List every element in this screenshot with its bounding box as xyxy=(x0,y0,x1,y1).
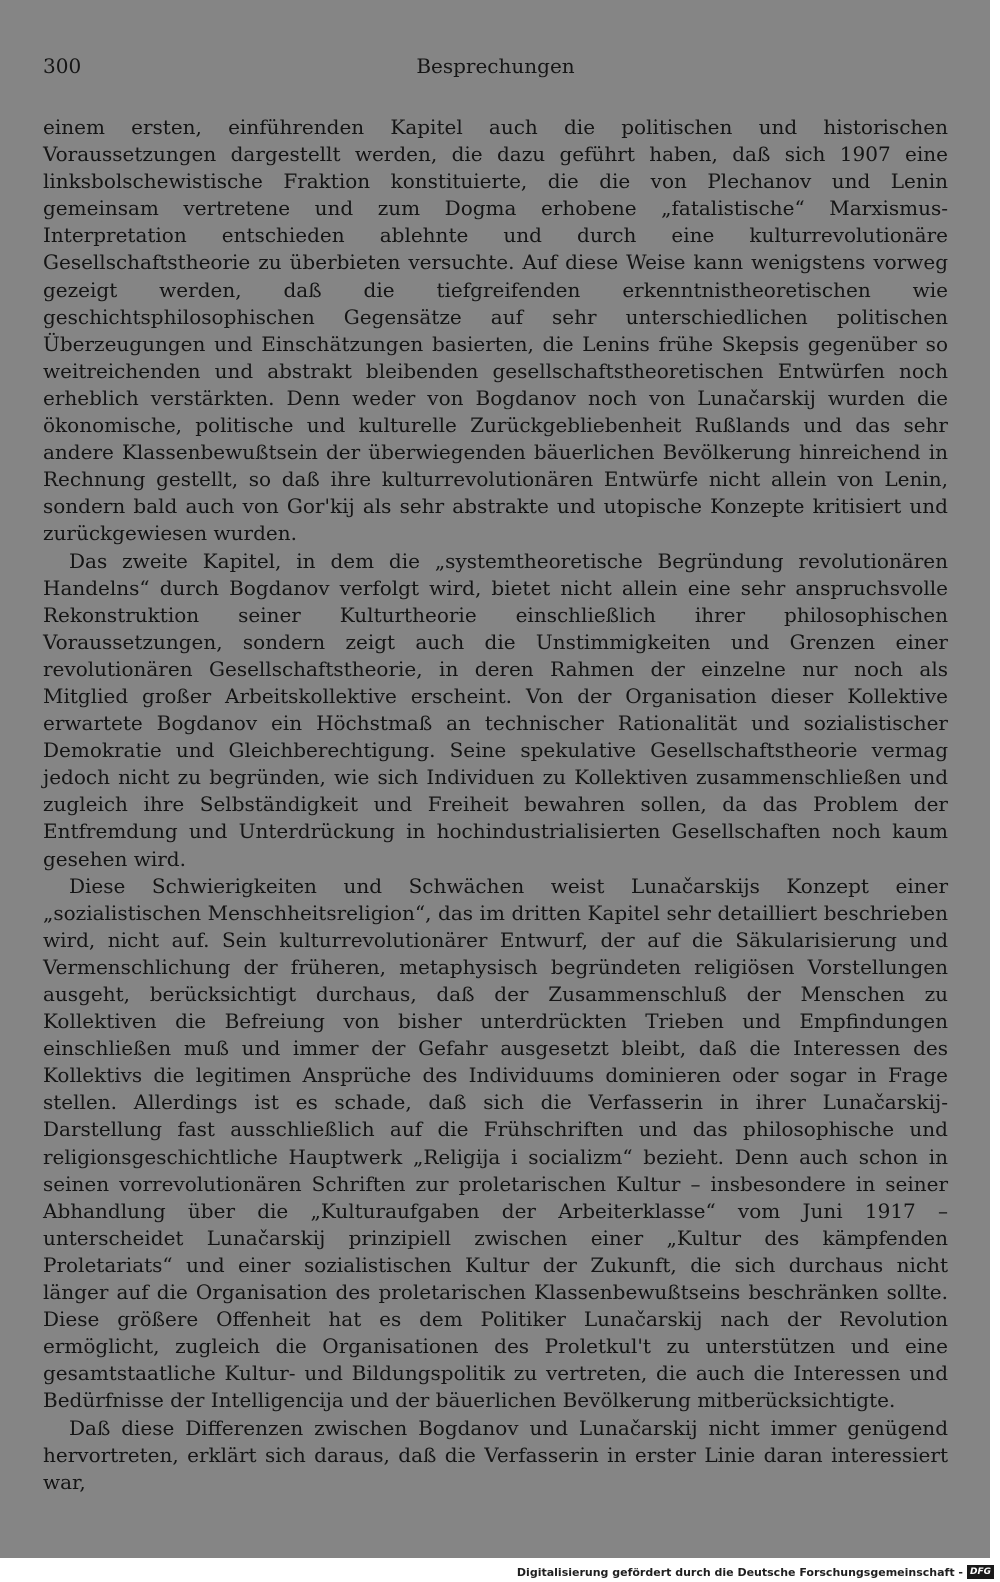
credit-text: Digitalisierung gefördert durch die Deutsche Forschungsgemeinschaft - xyxy=(516,1565,963,1579)
paragraph-4: Daß diese Differenzen zwischen Bogdanov und Lunačarskij nicht immer genügend hervortreten, erklärt sich daraus, daß die Verfasserin in erster Linie daran interessiert war, xyxy=(43,1415,948,1494)
page-header xyxy=(43,54,948,84)
dfg-logo: DFG xyxy=(967,1565,994,1579)
paragraph-3: Diese Schwierigkeiten und Schwächen weist Lunačarskijs Konzept einer „sozialistischen Menschheitsreligion“, das im dritten Kapitel sehr detailliert beschrieben wird, nicht auf. Sein kulturrevolutionärer Entwurf, der auf die Säkularisierung und Vermenschlichung der früheren, metaphysisch begründeten religiösen Vorstellungen ausgeht, berücksichtigt durchaus, daß der Zusammenschluß der Menschen zu Kollektiven die Befreiung von bisher unterdrückten Trieben und Empfindungen einschließen muß und immer der Gefahr ausgesetzt bleibt, daß die Interessen des Kollektivs die legitimen Ansprüche des Individuums dominieren oder sogar in Frage stellen. Allerdings ist es schade, daß sich die Verfasserin in ihrer Lunačarskij-Darstellung fast ausschließlich auf die Frühschriften und das philosophische und religionsgeschichtliche Hauptwerk „Religija i socializm“ bezieht. Denn auch schon in seinen vorrevolutionären Schriften zur proletarischen Kultur – insbesondere in seiner Abhandlung über die „Kulturaufgaben der Arbeiterklasse“ vom Juni 1917 – unterscheidet Lunačarskij prinzipiell zwischen einer „Kultur des kämpfenden Proletariats“ und einer sozialistischen Kultur der Zukunft, die sich durchaus nicht länger auf die Organisation des proletarischen Klassenbewußtseins beschränken sollte. Diese größere Offenheit hat es dem Politiker Lunačarskij nach der Revolution ermöglicht, zugleich die Organisationen des Proletkul't zu unterstützen und eine gesamtstaatliche Kultur- und Bildungspolitik zu vertreten, die auch die Interessen und Bedürfnisse der Intelligencija und der bäuerlichen Bevölkerung mitberücksichtigte. xyxy=(43,873,948,1413)
digitization-credit xyxy=(517,1565,994,1579)
body-text xyxy=(43,114,948,1496)
running-head: Besprechungen xyxy=(416,54,575,78)
paragraph-2: Das zweite Kapitel, in dem die „systemtheoretische Begründung revolutionären Handelns“ durch Bogdanov verfolgt wird, bietet nicht allein eine sehr anspruchsvolle Rekonstruktion seiner Kulturtheorie einschließlich ihrer philosophischen Voraussetzungen, sondern zeigt auch die Unstimmigkeiten und Grenzen einer revolutionären Gesellschaftstheorie, in deren Rahmen der einzelne nur noch als Mitglied großer Arbeitskollektive erscheint. Von der Organisation dieser Kollektive erwartete Bogdanov ein Höchstmaß an technischer Rationalität und sozialistischer Demokratie und Gleichberechtigung. Seine spekulative Gesellschaftstheorie vermag jedoch nicht zu begründen, wie sich Individuen zu Kollektiven zusammenschließen und zugleich ihre Selbständigkeit und Freiheit bewahren sollen, da das Problem der Entfremdung und Unterdrückung in hochindustrialisierten Gesellschaften noch kaum gesehen wird. xyxy=(43,548,948,871)
page-number: 300 xyxy=(43,54,82,78)
paragraph-1: einem ersten, einführenden Kapitel auch die politischen und historischen Voraussetzungen dargestellt werden, die dazu geführt haben, daß sich 1907 eine linksbolschewistische Fraktion konstituierte, die die von Plechanov und Lenin gemeinsam vertretene und zum Dogma erhobene „fatalistische“ Marxismus-Interpretation entschieden ablehnte und durch eine kulturrevolutionäre Gesellschaftstheorie zu überbieten versuchte. Auf diese Weise kann wenigstens vorweg gezeigt werden, daß die tiefgreifenden erkenntnistheoretischen wie geschichtsphilosophischen Gegensätze auf sehr unterschiedlichen politischen Überzeugungen und Einschätzungen basierten, die Lenins frühe Skepsis gegenüber so weitreichenden und abstrakt bleibenden gesellschaftstheoretischen Entwürfen noch erheblich verstärkten. Denn weder von Bogdanov noch von Lunačarskij wurden die ökonomische, politische und kulturelle Zurückgebliebenheit Rußlands und das sehr andere Klassenbewußtsein der überwiegenden bäuerlichen Bevölkerung hinreichend in Rechnung gestellt, so daß ihre kulturrevolutionären Entwürfe nicht allein von Lenin, sondern bald auch von Gor'kij als sehr abstrakte und utopische Konzepte kritisiert und zurückgewiesen wurden. xyxy=(43,115,948,546)
